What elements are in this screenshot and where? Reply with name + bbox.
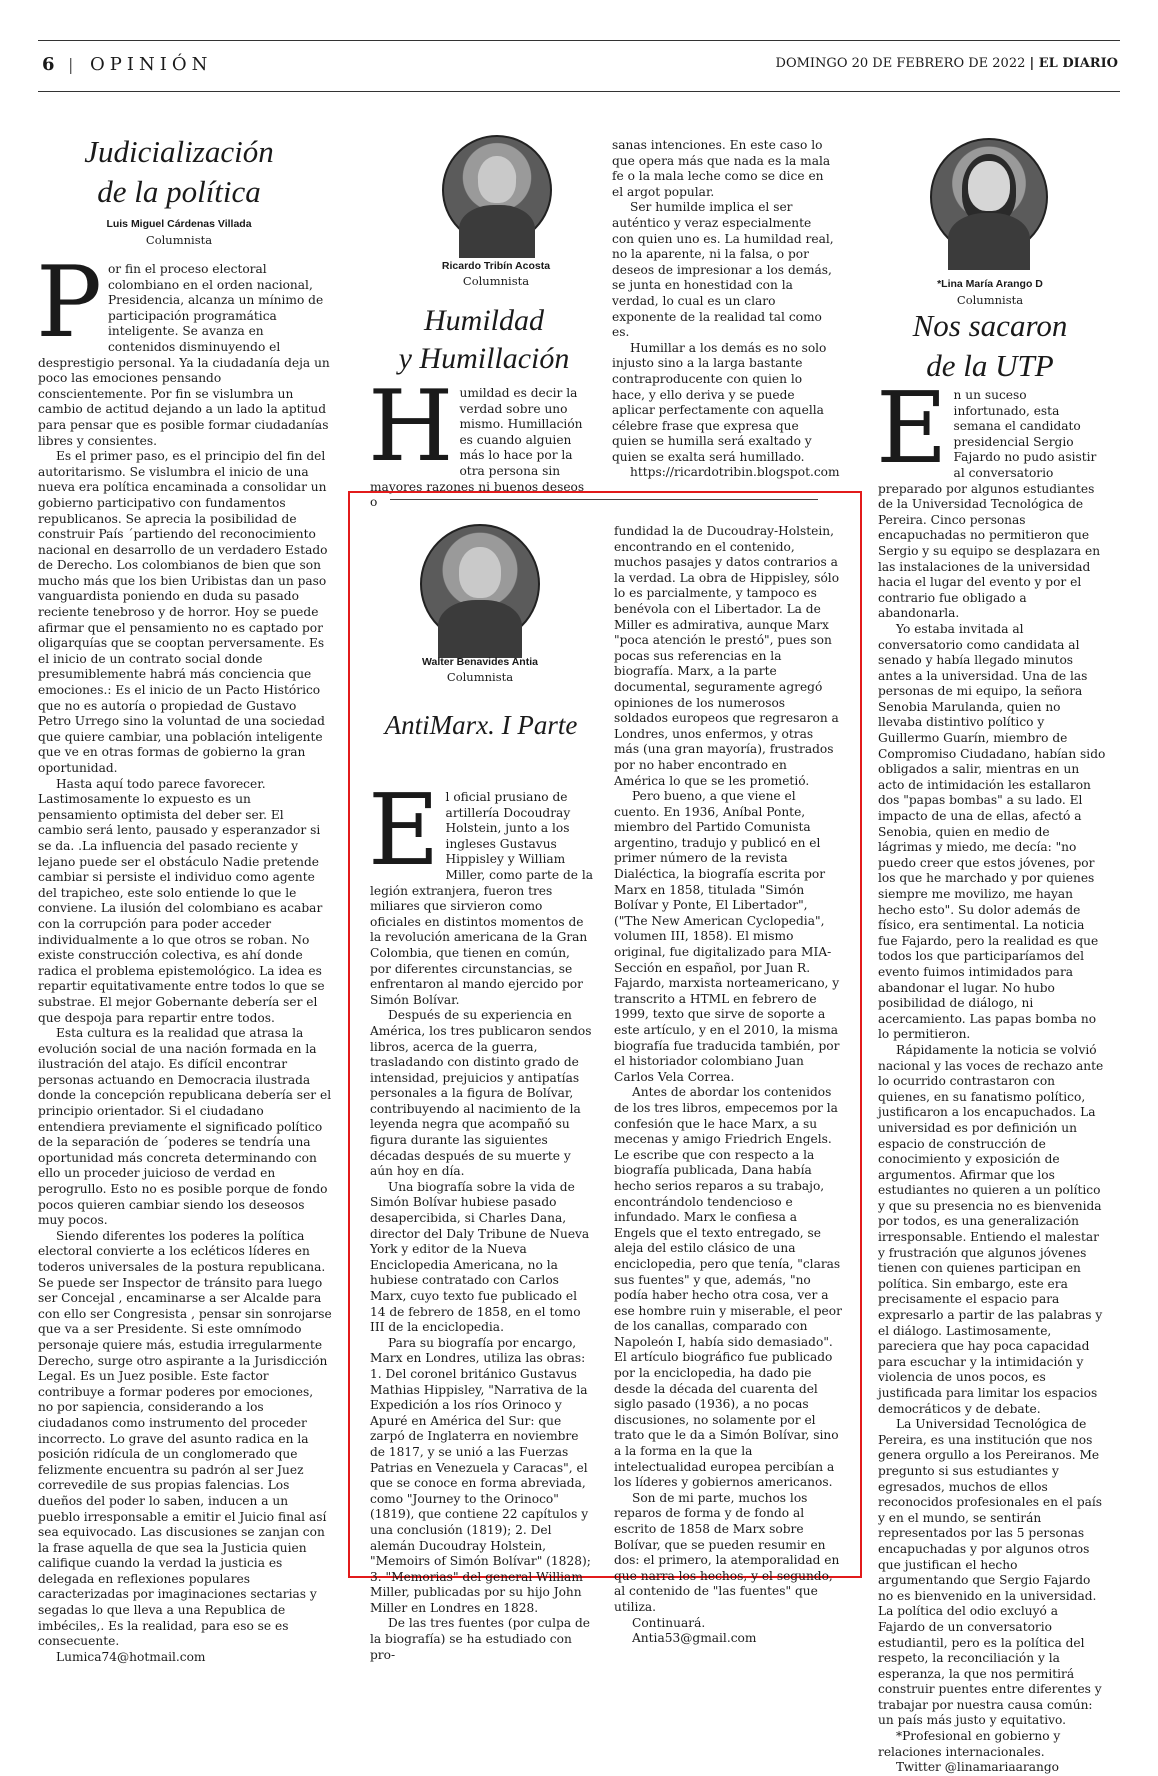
article1-dropcap: P — [36, 246, 102, 360]
article4-dropcap: E — [368, 774, 440, 888]
article4-paragraph: De las tres fuentes (por culpa de la biografía) se ha estudiado con pro- — [370, 1616, 590, 1662]
article2-body-col1 — [368, 370, 594, 510]
article4-paragraph: Pero bueno, a que viene el cuento. En 1936, Aníbal Ponte, miembro del Partido Comunista argentino, tradujo y publicó en el primer número de la revista Dialéctica, la biografía escrita por Marx en 1858, titulada "Simón Bolívar y Ponte, El Libertador", ("The New American Cyclopedia", volumen III, 1858). El mismo original, fue digitalizado para MIA-Sección en español, por Juan R. Fajardo, marxista norteamericano, y transcrito a HTML en febrero de 1999, texto que sirve de soporte a este artículo, y en el 2010, la misma biografía fue traducida también, por el historiador colombiano Juan Carlos Vela Correa. — [614, 789, 840, 1084]
article2-paragraph: Humillar a los demás es no solo injusto sino a la larga bastante contraproducente con quien lo hace, y ello deriva y se puede aplicar perfectamente con aquella célebre frase que expresa que quien se humilla será exaltado y quien se exalta será humillado. — [612, 340, 827, 464]
article1-paragraph: Hasta aquí todo parece favorecer. Lastimosamente lo expuesto es un pensamiento optimista del deber ser. El cambio será lento, pausado y esperanzador si se da. .La influencia del pasado reciente y lejano puede ser el obstáculo Nadie pretende cambiar si persiste el individuo como agente del trapicheo, este solo entiende lo que le conviene. La ilusión del colombiano es acabar con la corrupción para poder acceder individualmente a lo que otros se roban. No existe construcción colectiva, es ahí donde radica el problema epistemológico. La idea es repartir equitativamente entre todos lo que se substrae. El mejor Gobernante debería ser el que despoja para repartir entre todos. — [38, 776, 325, 1025]
article1-title-line1: Judicialización — [84, 134, 274, 169]
article3-paragraph: La Universidad Tecnológica de Pereira, es una institución que nos genera orgullo a los Pereiranos. Me pregunto si sus estudiantes y egresados, muchos de ellos reconocidos profesionales en el país y en el mundo, se sentirán representados por las 5 personas encapuchadas y por algunos otros que justifican el hecho argumentando que Sergio Fajardo no es bienvenido en la universidad. La política del odio excluyó a Fajardo de un conversatorio estudiantil, pero es la política del respeto, la reconciliación y la esperanza, la que nos permitirá construir puentes entre diferentes y trabajar por nuestra causa común: un país más justo y equitativo. — [878, 1417, 1103, 1728]
article3-paragraph: Rápidamente la noticia se volvió nacional y las voces de rechazo ante lo ocurrido contrastaron con quienes, en su fanatismo político, justificaron a los encapuchados. La universidad es por definición un espacio de construcción de conocimiento y exposición de argumentos. Afirmar que los estudiantes no quieren a un político y que su presencia no es bienvenida por todos, es una generalización irresponsable. Entiendo el malestar y frustración que algunos jóvenes tienen con quienes participan en política. Sin embargo, este era precisamente el espacio para expresarlo a partir de las palabras y el diálogo. Lastimosamente, pareciera que hay poca capacidad para escuchar y la intimidación y violencia de unos pocos, es justificada para limitar los espacios democráticos y de debate. — [878, 1042, 1104, 1416]
article4-paragraph: l oficial prusiano de artillería Docoudray Holstein, junto a los ingleses Gustavus Hippisley y William Miller, como parte de la legión extranjera, fueron tres miliares que sirvieron como oficiales en distintos momentos de la revolución americana de la Gran Colombia, que tienen en común, por diferentes circunstancias, se enfrentaron al mando ejercido por Simón Bolívar. — [370, 790, 594, 1007]
article1-author: Luis Miguel Cárdenas Villada — [106, 218, 252, 230]
issue-date — [776, 56, 1118, 71]
article3-body — [876, 372, 1106, 1775]
article1-paragraph: Siendo diferentes los poderes la política electoral convierte a los ecléticos líderes en toderos universales de la postura republicana. Se puede ser Inspector de tránsito para luego ser Concejal , encaminarse a ser Alcalde para con ello ser Congresista , pensar sin sonrojarse que va a ser Presidente. Si este omnímodo personaje quiere más, estudia irregularmente Derecho, surge otro aspirante a la Jurisdicción Legal. Es un Juez posible. Este factor contribuye a formar poderes por emociones, no por sapiencia, considerando a los ciudadanos como instrumento del proceder incorrecto. Lo grave del asunto radica en la posición ridícula de un conglomerado que felizmente encuentra su padrón al ser Juez correvedile de sus propias falencias. Los dueños del poder lo saben, inducen a un pueblo irresponsable a emitir el Juicio final así sea equivocado. Las discusiones se zanjan con la frase aquella de que sea la Justicia quien califique cuando la verdad la justicia es delegada en reflexiones populares caracterizadas por imaginaciones sectarias y segadas lo que lleva a una Republica de imbéciles,. Es la realidad, para eso se es consecuente. — [38, 1228, 332, 1649]
article2-body-col2 — [612, 138, 840, 488]
article4-paragraph: Una biografía sobre la vida de Simón Bolívar hubiese pasado desapercibida, si Charles Dana, director del Daly Tribune de Nueva York y editor de la Nueva Enciclopedia Americana, no la hubiese contratado con Carlos Marx, cuyo texto fue publicado el 14 de febrero de 1858, en el tomo III de la enciclopedia. — [370, 1179, 590, 1335]
article4-paragraph: fundidad la de Ducoudray-Holstein, encontrando en el contenido, muchos pasajes y datos contrarios a la verdad. La obra de Hippisley, sólo lo es parcialmente, y tampoco es benévola con el Libertador. La de Miller es admirativa, aunque Marx "poca atención le prestó", pues son pocas sus referencias en la biografía. Marx, a la parte documental, seguramente agregó opiniones de los numerosos soldados europeos que regresaron a Londres, unos enfermos, y otras más (una gran mayoría), frustrados por no haber encontrado en América lo que se les prometió. — [614, 524, 840, 788]
article1-role: Columnista — [145, 233, 213, 247]
article1-paragraph: Es el primer paso, es el principio del fin del autoritarismo. Se vislumbra el inicio de una nueva era política encaminada a consolidar un gobierno participativo con fundamentos republicanos. Se aprecia la posibilidad de construir País ´partiendo del reconocimiento nacional en desarrollo de un verdadero Estado de Derecho. Los colombianos de bien que son mucho más que los bien Uribistas dan un paso vanguardista poniendo en duda su pasado reciente tenebroso y de horror. Hoy se puede afirmar que el pensamiento no es captado por oligarquías que se cooptan perversamente. Es el inicio de un contrato social donde presumiblemente habrá más conciencia que emociones.: Es el inicio de un Pacto Histórico que no es autoría o propiedad de Gustavo Petro Urrego sino la voluntad de una sociedad que quiere cambiar, una población inteligente que ve en otras formas de gobierno la gran oportunidad. — [38, 449, 328, 775]
article2-paragraph: umildad es decir la verdad sobre uno mismo. Humillación es cuando alguien más lo hace por la otra persona sin mayores razones ni buenos deseos o — [370, 386, 585, 510]
walter-benavides-portrait — [420, 524, 540, 644]
article2-role: Columnista — [462, 274, 530, 288]
page-number: 6 — [42, 54, 55, 75]
article4-title: AntiMarx. I Parte — [384, 710, 578, 740]
article3-twitter[interactable]: Twitter @linamariaarango — [896, 1760, 1059, 1775]
article2-title-line2: y Humillación — [398, 342, 570, 375]
article3-title-line1: Nos sacaron — [912, 308, 1068, 343]
article4-body-col2 — [614, 524, 842, 1646]
header-separator: | — [68, 55, 74, 74]
article4-paragraph: Continuará. — [632, 1615, 706, 1630]
article4-paragraph: Para su biografía por encargo, Marx en Londres, utiliza las obras: 1. Del coronel británico Gustavus Mathias Hippisley, "Narrativa de la Expedición a los ríos Orinoco y Apuré en América del Sur: que zarpó de Inglaterra en noviembre de 1817, y se unió a las Fuerzas Patrias en Venezuela y Caracas", el que se conoce en forma abreviada, como "Journey to the Orinoco" (1819), que contiene 22 capítulos y una conclusión (1819); 2. Del alemán Ducoudray Holstein, "Memoirs of Simón Bolívar" (1828); 3. "Memorias" del general William Miller, publicadas por su hijo John Miller en Londres en 1828. — [370, 1335, 591, 1615]
article1-email[interactable]: Lumica74@hotmail.com — [56, 1649, 206, 1664]
article2-author: Ricardo Tribín Acosta — [441, 260, 551, 272]
article2-title-line1: Humildad — [424, 304, 544, 337]
ricardo-tribin-portrait — [442, 135, 552, 245]
article2-title — [366, 302, 602, 378]
article2-dropcap: H — [368, 370, 454, 484]
article3-dropcap: E — [876, 372, 948, 486]
lina-arango-portrait — [930, 138, 1048, 256]
article3-paragraph: n un suceso infortunado, esta semana el candidato presidencial Sergio Fajardo no pudo asistir al conversatorio preparado por algunos estudiantes de la Universidad Tecnológica de Pereira. Cinco personas encapuchadas no permitieron que Sergio y su equipo se desplazara en las instalaciones de la universidad hacia el lugar del evento y por el contrario fue obligado a abandonarla. — [878, 388, 1101, 621]
article4-paragraph: Son de mi parte, muchos los reparos de forma y de fondo al escrito de 1858 de Marx sobre Bolívar, que se pueden resumir en dos: el primero, la atemporalidad en que narra los hechos, y el segundo, al contenido de "las fuentes" que utiliza. — [614, 1490, 840, 1614]
article2-paragraph: Ser humilde implica el ser auténtico y veraz especialmente con quien uno es. La humildad real, no la aparente, ni la falsa, o por deseos de impresionar a los demás, se junta en honestidad con la verdad, lo cual es un claro exponente de la realidad tal como es. — [612, 200, 834, 340]
article3-author: *Lina María Arango D — [937, 278, 1043, 290]
article3-paragraph: Yo estaba invitada al conversatorio como candidata al senado y había llegado minutos antes a la universidad. Una de las personas de mi equipo, la señora Senobia Marulanda, quien no llevaba distintivo político y Guillermo Guarín, miembro de Compromiso Ciudadano, habían sido obligados a salir, mientras en un acto de intimidación les estallaron dos "papas bombas" a su lado. El impacto de una de ellas, afectó a Senobia, quien en medio de lágrimas y miedo, me decía: "no puedo creer que estos jóvenes, por los que he marchado y por quienes siempre me movilizo, me hayan hecho esto". Su dolor además de físico, era sentimental. La noticia fue Fajardo, pero la realidad es que todos los que participaríamos del evento fuimos intimidados para abandonar el lugar. No hubo posibilidad de diálogo, ni acercamiento. Las papas bomba no lo permitieron. — [878, 621, 1106, 1042]
article4-paragraph: Después de su experiencia en América, los tres publicaron sendos libros, acerca de la guerra, trasladando con distinto grado de intensidad, prejuicios y antipatías personales a la figura de Bolívar, contribuyendo al nacimiento de la leyenda negra que acompañó su figura durante las siguientes décadas después de su muerte y aún hoy en día. — [370, 1008, 592, 1179]
newspaper-name: | EL DIARIO — [1029, 56, 1118, 71]
article4-role: Columnista — [446, 670, 514, 684]
article4-body-col1 — [368, 774, 594, 1662]
article3-title-line2: de la UTP — [926, 348, 1054, 383]
article1-paragraph: or fin el proceso electoral colombiano en el orden nacional, Presidencia, alcanza un mínimo de participación programática inteligente. Se avanza en contenidos disminuyendo el desprestigio personal. Ya la ciudadanía deja un poco las emociones pensando conscientemente. Por fin se vislumbra un cambio de actitud dejando a un lado la aptitud para pensar que es posible formar ciudadanías libres y consientes. — [38, 262, 330, 448]
section-name: OPINIÓN — [90, 54, 213, 75]
article3-paragraph: *Profesional en gobierno y relaciones internacionales. — [878, 1729, 1061, 1759]
article1-paragraph: Esta cultura es la realidad que atrasa la evolución social de una nación formada en la ilustración del atajo. Es difícil encontrar personas actuando en Democracia ilustrada donde la concepción republicana debería ser el principio orientador. Si el ciudadano entendiera previamente el significado político de la separación de ´poderes se tendría una oportunidad más concreta determinando con ello un proceder juicioso de verdad en perogrullo. Esto no es posible porque de fondo pocos quieren cambiar siendo los deseosos muy pocos. — [38, 1026, 332, 1228]
article4-email[interactable]: Antia53@gmail.com — [632, 1631, 757, 1646]
article4-author: Walter Benavides Antia — [422, 656, 538, 668]
article4-paragraph: Antes de abordar los contenidos de los tres libros, empecemos por la confesión que le hace Marx, a su mecenas y amigo Friedrich Engels. Le escribe que con respecto a la biografía publicada, Dana había hecho serios reparos a su trabajo, encontrándolo tendencioso e infundado. Marx le confiesa a Engels que el texto entregado, se aleja del estilo clásico de una enciclopedia, pero que tenía, "claras sus fuentes" y que, además, "no podía haber hecho otra cosa, ver a ese hombre ruin y miserable, el peor de los canallas, comparado con Napoleón I, había sido demasiado". El artículo biográfico fue publicado por la enciclopedia, ha dado pie desde la década del cuarenta del siglo pasado (1936), a no pocas discusiones, no solamente por el trato que le da a Simón Bolívar, sino a la forma en la que la intelectualidad europea percibían a los líderes y gobiernos americanos. — [614, 1085, 842, 1490]
article2-paragraph: sanas intenciones. En este caso lo que opera más que nada es la mala fe o la mala leche como se dice en el argot popular. — [612, 138, 831, 199]
article1-title-line2: de la política — [97, 174, 261, 209]
date-text: DOMINGO 20 DE FEBRERO DE 2022 — [775, 56, 1026, 71]
article3-role: Columnista — [956, 293, 1024, 307]
article1-body — [36, 246, 332, 1664]
article1-title — [44, 132, 314, 212]
page-header — [38, 40, 1120, 92]
article2-url[interactable]: https://ricardotribin.blogspot.com — [630, 465, 840, 480]
